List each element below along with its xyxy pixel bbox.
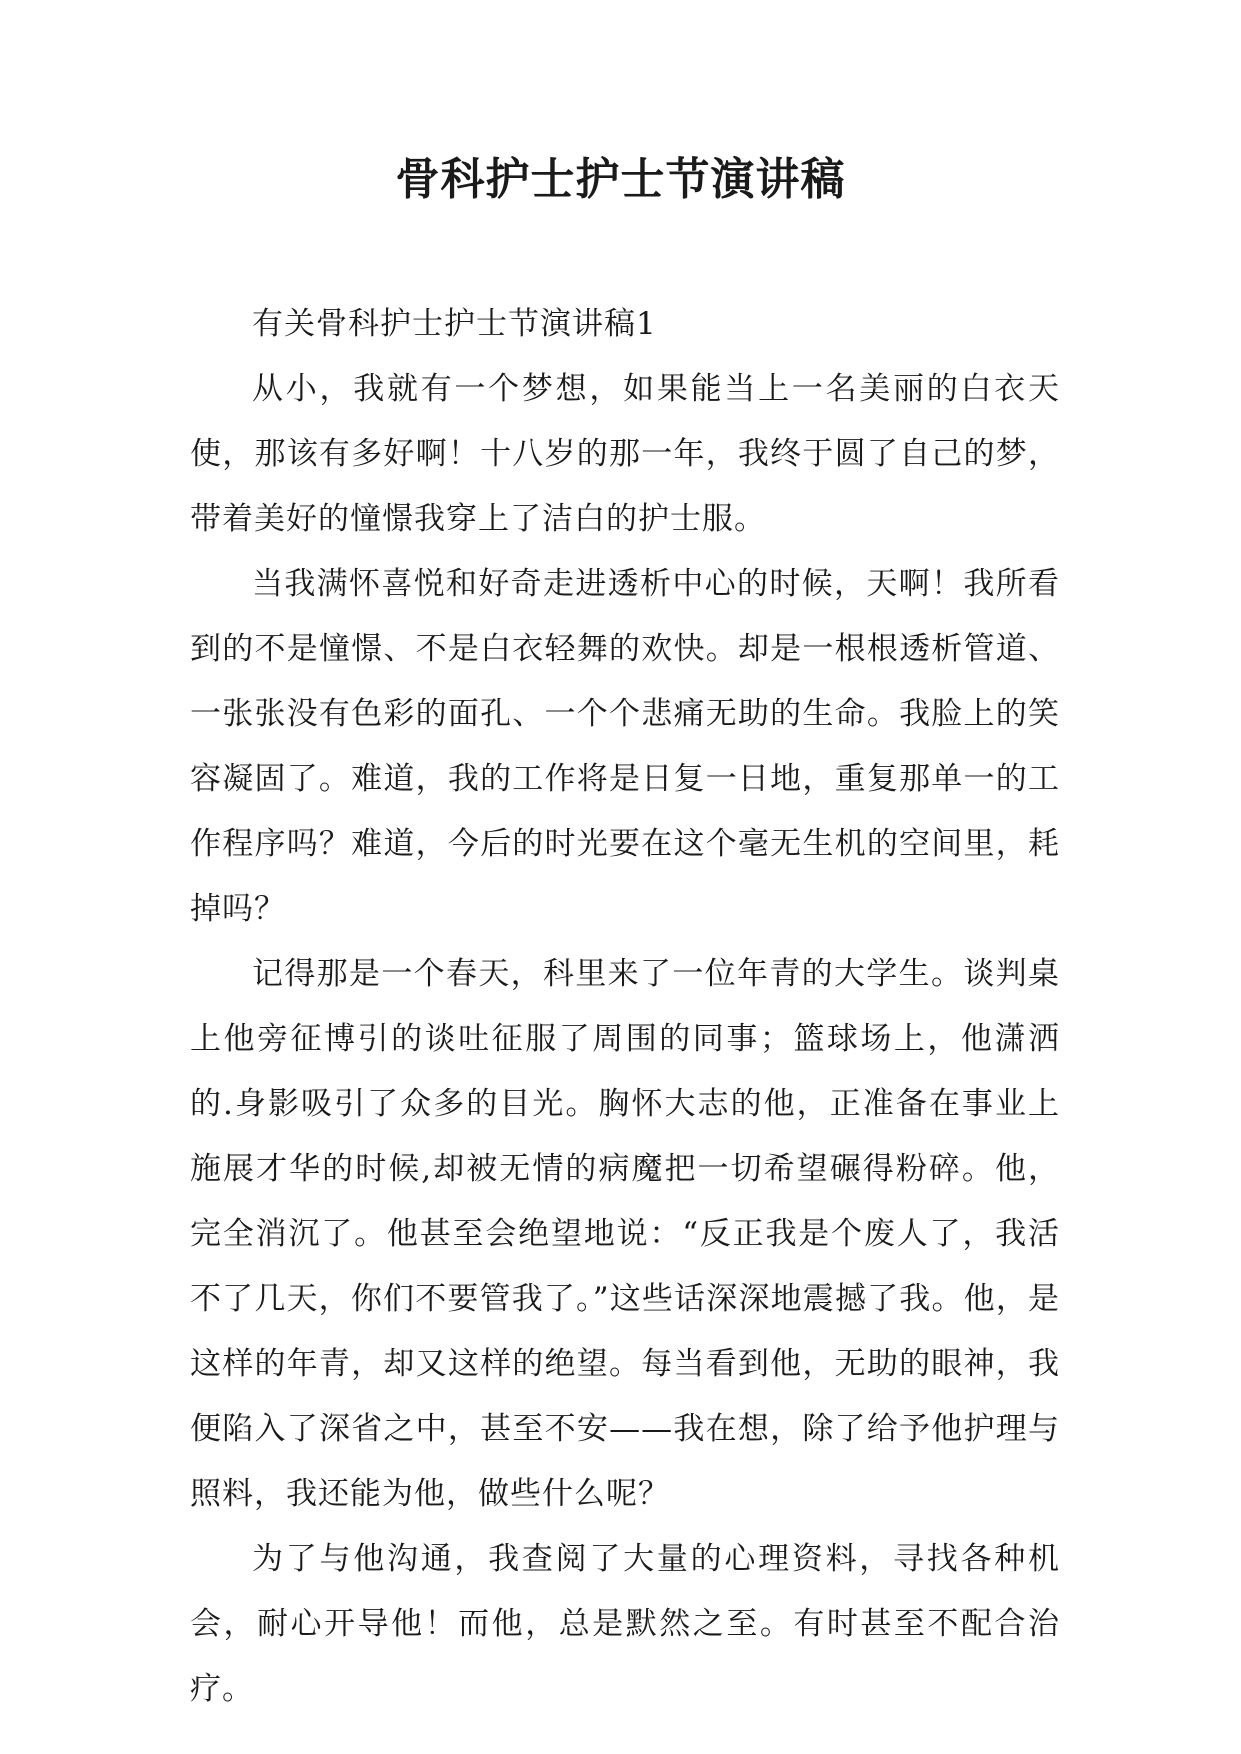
section-heading: 有关骨科护士护士节演讲稿1 — [252, 306, 657, 342]
paragraph: 从小，我就有一个梦想，如果能当上一名美丽的白衣天使，那该有多好啊！十八岁的那一年，我终于圆了自己的梦，带着美好的憧憬我穿上了洁白的护士服。 — [190, 371, 1060, 537]
document-title: 骨科护士护士节演讲稿 — [395, 154, 846, 205]
paragraph: 记得那是一个春天，科里来了一位年青的大学生。谈判桌上他旁征博引的谈吐征服了周围的同事；篮球场上，他潇洒的.身影吸引了众多的目光。胸怀大志的他，正准备在事业上施展才华的时候,却被无情的病魔把一切希望碾得粉碎。他，完全消沉了。他甚至会绝望地说：“反正我是个废人了，我活不了几天，你们不要管我了。”这些话深深地震撼了我。他，是这样的年青，却又这样的绝望。每当看到他，无助的眼神，我便陷入了深省之中，甚至不安——我在想，除了给予他护理与照料，我还能为他，做些什么呢？ — [190, 956, 1060, 1512]
document-body — [190, 292, 1060, 1722]
paragraph: 当我满怀喜悦和好奇走进透析中心的时候，天啊！我所看到的不是憧憬、不是白衣轻舞的欢快。却是一根根透析管道、一张张没有色彩的面孔、一个个悲痛无助的生命。我脸上的笑容凝固了。难道，我的工作将是日复一日地，重复那单一的工作程序吗？难道，今后的时光要在这个毫无生机的空间里，耗掉吗？ — [190, 566, 1060, 927]
paragraph: 为了与他沟通，我查阅了大量的心理资料，寻找各种机会，耐心开导他！而他，总是默然之至。有时甚至不配合治疗。 — [190, 1541, 1060, 1707]
